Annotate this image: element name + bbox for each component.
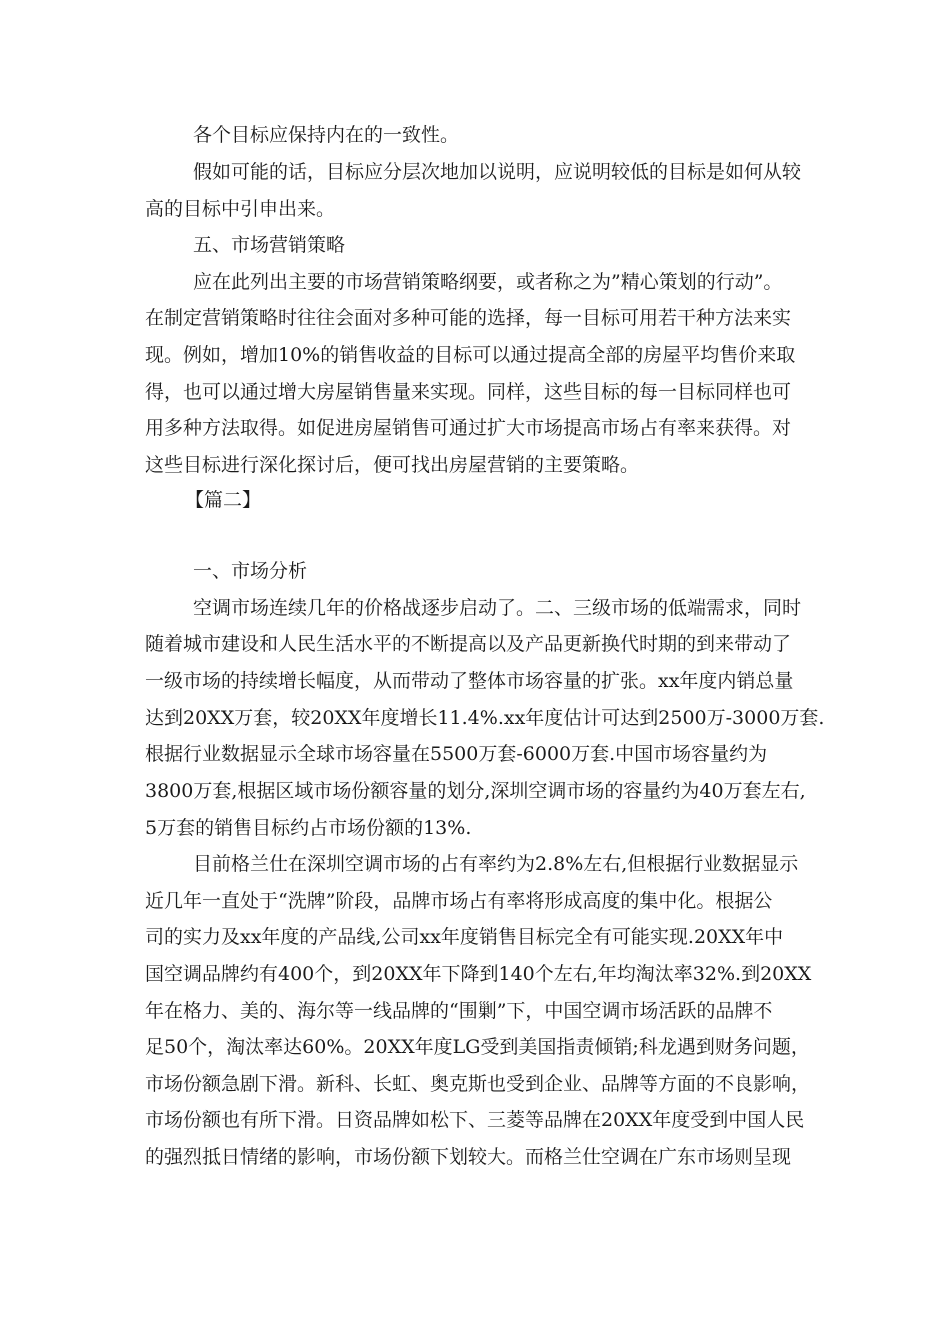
text-line: 足50个，淘汰率达60%。20XX年度LG受到美国指责倾销;科龙遇到财务问题， [145, 1036, 810, 1058]
text-line: 在制定营销策略时往往会面对多种可能的选择，每一目标可用若干种方法来实 [145, 307, 792, 329]
text-line: 的强烈抵日情绪的影响，市场份额下划较大。而格兰仕空调在广东市场则呈现 [145, 1146, 792, 1168]
text-line: 年在格力、美的、海尔等一线品牌的“围剿”下，中国空调市场活跃的品牌不 [145, 1000, 773, 1022]
text-line: 根据行业数据显示全球市场容量在5500万套-6000万套.中国市场容量约为 [145, 743, 768, 765]
text-line: 应在此列出主要的市场营销策略纲要，或者称之为”精心策划的行动”。 [193, 271, 783, 293]
text-line: 市场份额也有所下滑。日资品牌如松下、三菱等品牌在20XX年度受到中国人民 [145, 1109, 805, 1131]
text-line: 空调市场连续几年的价格战逐步启动了。二、三级市场的低端需求，同时 [193, 597, 802, 619]
text-line: 市场份额急剧下滑。新科、长虹、奥克斯也受到企业、品牌等方面的不良影响， [145, 1073, 811, 1095]
text-line: 司的实力及xx年度的产品线,公司xx年度销售目标完全有可能实现.20XX年中 [145, 926, 784, 948]
text-line: 各个目标应保持内在的一致性。 [193, 124, 460, 146]
section-heading: 一、市场分析 [193, 560, 308, 582]
section-heading: 五、市场营销策略 [193, 234, 346, 256]
text-line: 用多种方法取得。如促进房屋销售可通过扩大市场提高市场占有率来获得。对 [145, 417, 792, 439]
text-line: 这些目标进行深化探讨后，便可找出房屋营销的主要策略。 [145, 454, 640, 476]
text-line: 现。例如，增加10%的销售收益的目标可以通过提高全部的房屋平均售价来取 [145, 344, 796, 366]
part-heading: 【篇二】 [185, 489, 262, 511]
text-line: 高的目标中引申出来。 [145, 198, 336, 220]
text-line: 假如可能的话，目标应分层次地加以说明，应说明较低的目标是如何从较 [193, 161, 802, 183]
text-line: 达到20XX万套，较20XX年度增长11.4%.xx年度估计可达到2500万-3000万套. [145, 707, 825, 729]
text-line: 近几年一直处于“洗牌”阶段，品牌市场占有率将形成高度的集中化。根据公 [145, 890, 773, 912]
text-line: 3800万套,根据区域市场份额容量的划分,深圳空调市场的容量约为40万套左右, [145, 780, 806, 802]
text-line: 得，也可以通过增大房屋销售量来实现。同样，这些目标的每一目标同样也可 [145, 381, 792, 403]
text-line: 目前格兰仕在深圳空调市场的占有率约为2.8%左右,但根据行业数据显示 [193, 853, 799, 875]
text-line: 随着城市建设和人民生活水平的不断提高以及产品更新换代时期的到来带动了 [145, 633, 792, 655]
text-line: 一级市场的持续增长幅度，从而带动了整体市场容量的扩张。xx年度内销总量 [145, 670, 794, 692]
text-line: 5万套的销售目标约占市场份额的13%. [145, 817, 472, 839]
text-line: 国空调品牌约有400个，到20XX年下降到140个左右,年均淘汰率32%.到20XX [145, 963, 812, 985]
